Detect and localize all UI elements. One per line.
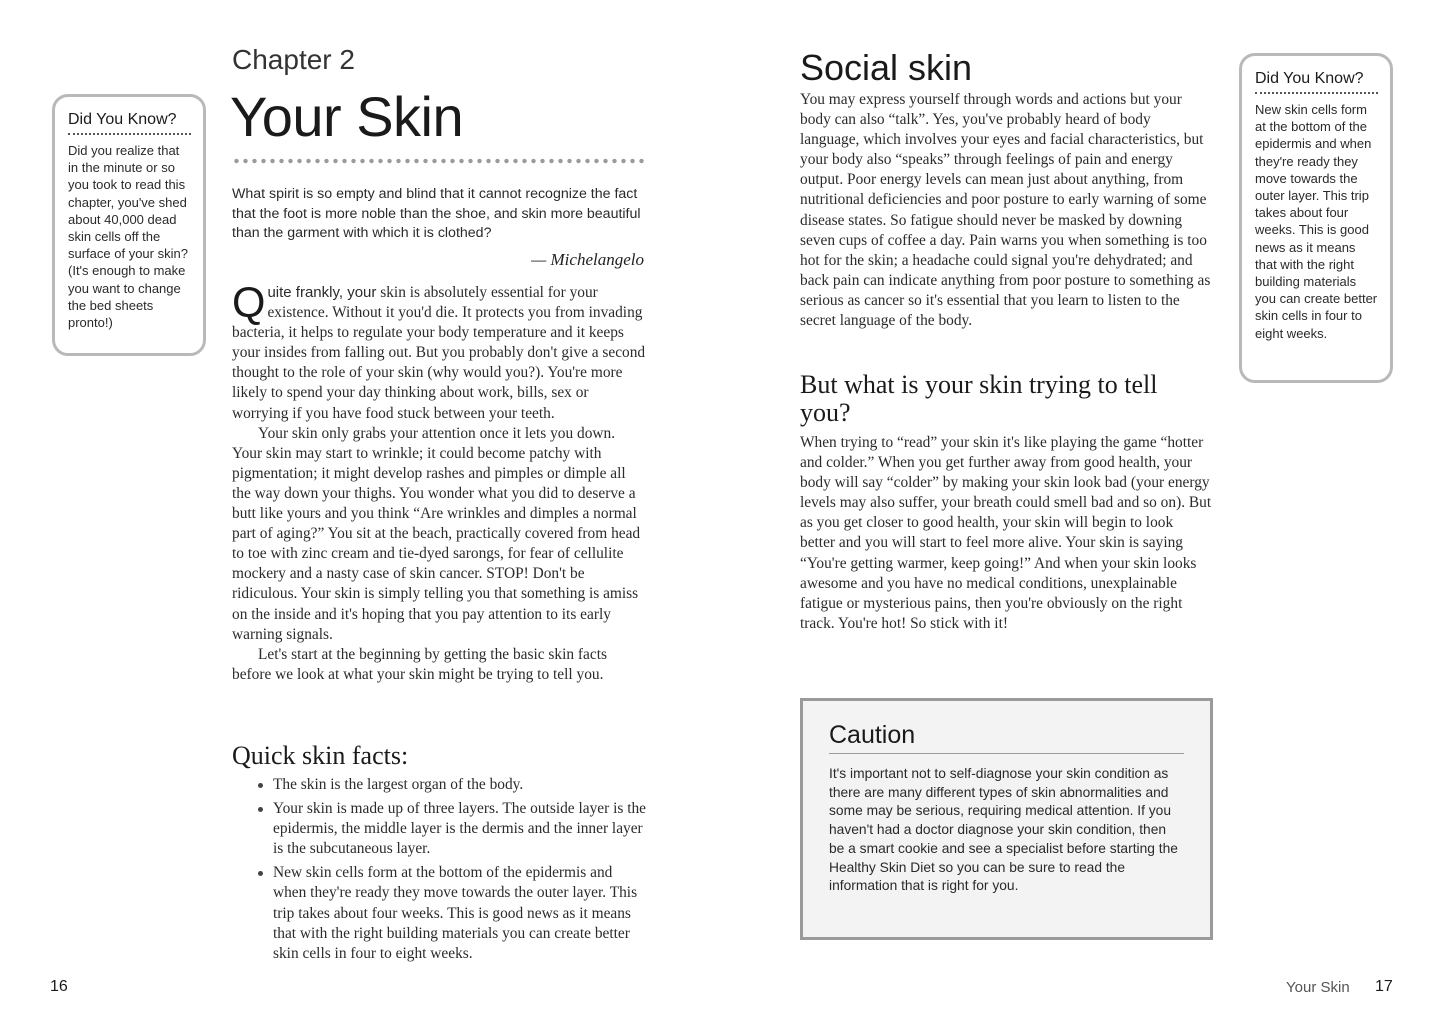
body-paragraph-1 [232,279,646,424]
did-you-know-text-right: New skin cells form at the bottom of the epidermis and when they're ready they move towards the outer layer. This trip takes about four weeks. This is good news as it means that with the right building materials you can create better skin cells in four to eight weeks. [1255,102,1378,341]
page-number-right: 17 [1375,978,1393,995]
did-you-know-text-left: Did you realize that in the minute or so you took to read this chapter, you've shed about 40,000 dead skin cells off the surface of your skin? (It's enough to make you want to change the bed sheets pronto!) [68,143,188,331]
fact-item: The skin is the largest organ of the body. [256,775,646,795]
chapter-body [232,279,646,685]
page-number-left: 16 [50,978,68,995]
body-paragraph-2: Your skin only grabs your attention once it lets you down. Your skin may start to wrinkle; it could become patchy with pigmentation; it might develop rashes and pimples or dimple all the way down your thighs. You wonder what you did to deserve a butt like yours and you think “Are wrinkles and dimples a normal part of aging?” You sit at the beach, practically covered from head to toe with zinc cream and tie-dyed sarongs, for fear of cellulite mockery and a nasty case of skin cancer. STOP! Don't be ridiculous. Your skin is simply telling you that something is amiss on the inside and it's hoping that you pay attention to its early warning signals. [232,424,641,643]
fact-item: New skin cells form at the bottom of the epidermis and when they're ready they move towards the outer layer. This trip takes about four weeks. This is good news as it means that with the right building materials you can create better skin cells in four to eight weeks. [256,863,646,963]
epigraph-quote: What spirit is so empty and blind that it cannot recognize the fact that the foot is more noble than the shoe, and skin more beautiful than the garment with which it is clothed? [232,186,641,242]
fact-item: Your skin is made up of three layers. The outside layer is the epidermis, the middle layer is the dermis and the inner layer is the subcutaneous layer. [256,799,646,859]
skin-trying-heading: But what is your skin trying to tell you? [800,370,1158,427]
lead-in-text: uite frankly, your [267,284,377,301]
skin-trying-text: When trying to “read” your skin it's like playing the game “hotter and colder.” When you get further away from good health, your body will say “colder” by making your skin look bad (your energy levels may also suffer, your breath could smell bad and so on). But as you get closer to good health, your skin will begin to look better and you will start to feel more alive. Your skin is saying “You're getting warmer, keep going!” And when your skin looks awesome and you have no medical conditions, unexplainable fatigue or mysterious pains, then you're obviously on the right track. You're hot! So stick with it! [800,434,1212,632]
caution-title: Caution [829,721,1184,754]
caution-box [800,698,1213,940]
social-skin-heading: Social skin [800,47,973,88]
quick-facts-heading: Quick skin facts: [232,741,409,770]
chapter-title: Your Skin [230,85,464,148]
did-you-know-box-left [52,94,206,356]
chapter-label: Chapter 2 [232,44,355,75]
paragraph-1-text: skin is absolutely essential for your existence. Without it you'd die. It protects you from invading bacteria, it helps to regulate your body temperature and it keeps your insides from falling out. But you probably don't give a second thought to the role of your skin (why would you?). You're more likely to spend your day thinking about work, bills, sex or worrying if you have food stuck between your teeth. [232,284,646,422]
caution-text: It's important not to self-diagnose your skin condition as there are many different types of skin abnormalities and some may be serious, requiring medical attention. If you haven't had a doctor diagnose your skin condition, then be a smart cookie and see a specialist before starting the Healthy Skin Diet so you can be sure to read the information that is right for you. [829,766,1178,894]
did-you-know-box-right [1239,53,1393,383]
did-you-know-title-left: Did You Know? [68,111,191,135]
dotted-divider [232,158,646,164]
quick-facts-list [256,775,646,968]
drop-cap: Q [232,279,266,327]
did-you-know-title-right: Did You Know? [1255,70,1378,94]
body-paragraph-3: Let's start at the beginning by getting the basic skin facts before we look at what your skin might be trying to tell you. [232,645,607,683]
epigraph-attribution: — Michelangelo [531,250,644,269]
social-skin-text: You may express yourself through words and actions but your body can also “talk”. Yes, you've probably heard of body language, which involves your eyes and facial characteristics, but your body also “speaks” through feelings of pain and energy output. Poor energy levels can mean just about anything, from nutritional deficiencies and poor posture to early warning of some disease states. So fatigue should never be masked by downing seven cups of coffee a day. Pain warns you when something is too hot for the skin; a headache could signal you're dehydrated; and back pain can indicate anything from poor posture to something as serious as cancer so it's essential that you learn to listen to the secret language of the body. [800,91,1211,330]
running-head: Your Skin [1286,979,1350,996]
